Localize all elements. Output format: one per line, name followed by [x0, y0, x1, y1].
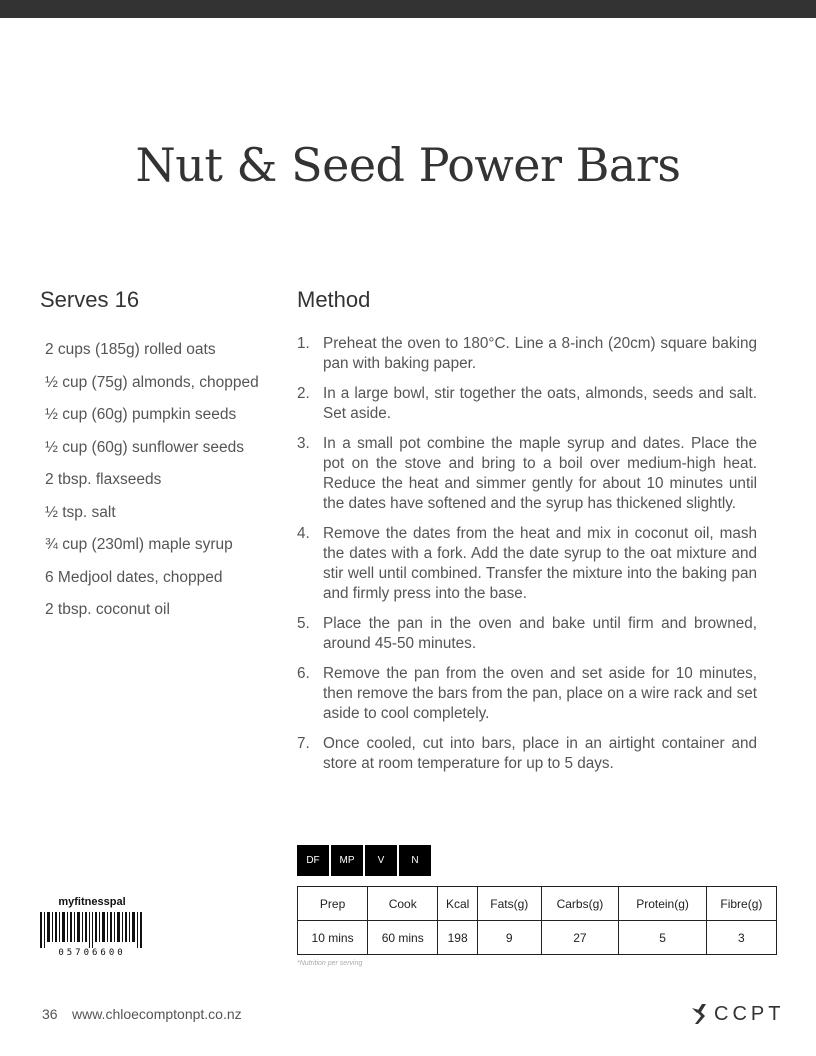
runner-logo-icon	[690, 1002, 710, 1026]
nutrition-value: 10 mins	[298, 921, 368, 955]
step-text: Place the pan in the oven and bake until firm and browned, around 45-50 minutes.	[323, 615, 757, 652]
nutrition-header: Protein(g)	[619, 887, 707, 921]
nutrition-header: Prep	[298, 887, 368, 921]
ingredient-item: ½ cup (60g) sunflower seeds	[45, 438, 245, 456]
tag-v: V	[365, 845, 399, 876]
ingredient-item: 2 tbsp. flaxseeds	[45, 471, 162, 488]
ingredient-item: ½ cup (60g) pumpkin seeds	[45, 406, 237, 423]
ingredient-item: ½ tsp. salt	[45, 503, 116, 521]
nutrition-value-row	[298, 921, 777, 955]
method-step	[297, 524, 757, 604]
method-step	[297, 434, 757, 514]
step-text: Once cooled, cut into bars, place in an airtight container and store at room temperature for up to 5 days.	[323, 735, 757, 772]
method-step	[297, 734, 757, 774]
step-number: 5.	[297, 615, 310, 632]
nutrition-header: Cook	[368, 887, 438, 921]
ingredient-item: ½ cup (75g) almonds, chopped	[45, 373, 259, 391]
ingredient-item: 2 cups (185g) rolled oats	[45, 341, 216, 358]
myfitnesspal-barcode[interactable]	[40, 896, 144, 958]
website-link[interactable]: www.chloecomptonpt.co.nz	[72, 1006, 242, 1022]
method-steps	[297, 334, 757, 784]
dietary-tags	[297, 845, 431, 876]
nutrition-header-row	[298, 887, 777, 921]
myfitnesspal-label: myfitnesspal	[58, 896, 126, 908]
step-number: 4.	[297, 525, 310, 542]
ingredient-item: ¾ cup (230ml) maple syrup	[45, 536, 233, 553]
nutrition-table	[297, 886, 777, 955]
nutrition-value: 198	[438, 921, 478, 955]
page-number: 36	[42, 1006, 58, 1022]
barcode-icon	[40, 912, 144, 958]
step-text: Preheat the oven to 180°C. Line a 8-inch (20cm) square baking pan with baking paper.	[323, 335, 757, 372]
step-text: Remove the pan from the oven and set aside for 10 minutes, then remove the bars from the pan, place on a wire rack and set aside to cool completely.	[323, 665, 757, 722]
step-text: In a large bowl, stir together the oats, almonds, seeds and salt. Set aside.	[323, 385, 757, 422]
ccpt-logo	[690, 1002, 784, 1026]
nutrition-value: 60 mins	[368, 921, 438, 955]
step-number: 2.	[297, 385, 310, 402]
method-step	[297, 334, 757, 374]
tag-mp: MP	[331, 845, 365, 876]
nutrition-value: 5	[619, 921, 707, 955]
step-number: 1.	[297, 335, 310, 352]
ingredient-item: 2 tbsp. coconut oil	[45, 601, 170, 618]
logo-text: CCPT	[714, 1002, 785, 1025]
nutrition-header: Carbs(g)	[541, 887, 619, 921]
nutrition-header: Fibre(g)	[706, 887, 776, 921]
nutrition-header: Fats(g)	[477, 887, 541, 921]
step-text: In a small pot combine the maple syrup and dates. Place the pot on the stove and bring to a boil over medium-high heat. Reduce the heat and simmer gently for about 10 minutes until the dates have softened and the syrup has thickened slightly.	[323, 435, 757, 512]
ingredients-list	[45, 340, 259, 633]
step-number: 6.	[297, 665, 310, 682]
top-bar	[0, 0, 816, 18]
method-step	[297, 384, 757, 424]
nutrition-value: 27	[541, 921, 619, 955]
nutrition-value: 9	[477, 921, 541, 955]
serves-heading: Serves 16	[40, 287, 140, 312]
step-number: 3.	[297, 435, 310, 452]
tag-n: N	[399, 845, 431, 876]
step-text: Remove the dates from the heat and mix in coconut oil, mash the dates with a fork. Add the date syrup to the oat mixture and stir well until combined. Transfer the mixture into the baking pan and firmly press into the base.	[323, 525, 757, 602]
tag-df: DF	[297, 845, 331, 876]
method-heading: Method	[297, 287, 371, 312]
method-step	[297, 614, 757, 654]
ingredient-item: 6 Medjool dates, chopped	[45, 568, 223, 586]
step-number: 7.	[297, 735, 310, 752]
nutrition-header: Kcal	[438, 887, 478, 921]
recipe-title: Nut & Seed Power Bars	[135, 138, 681, 192]
barcode-number: 05706600	[58, 948, 126, 958]
nutrition-value: 3	[706, 921, 776, 955]
nutrition-footnote: *Nutrition per serving	[297, 960, 363, 967]
method-step	[297, 664, 757, 724]
